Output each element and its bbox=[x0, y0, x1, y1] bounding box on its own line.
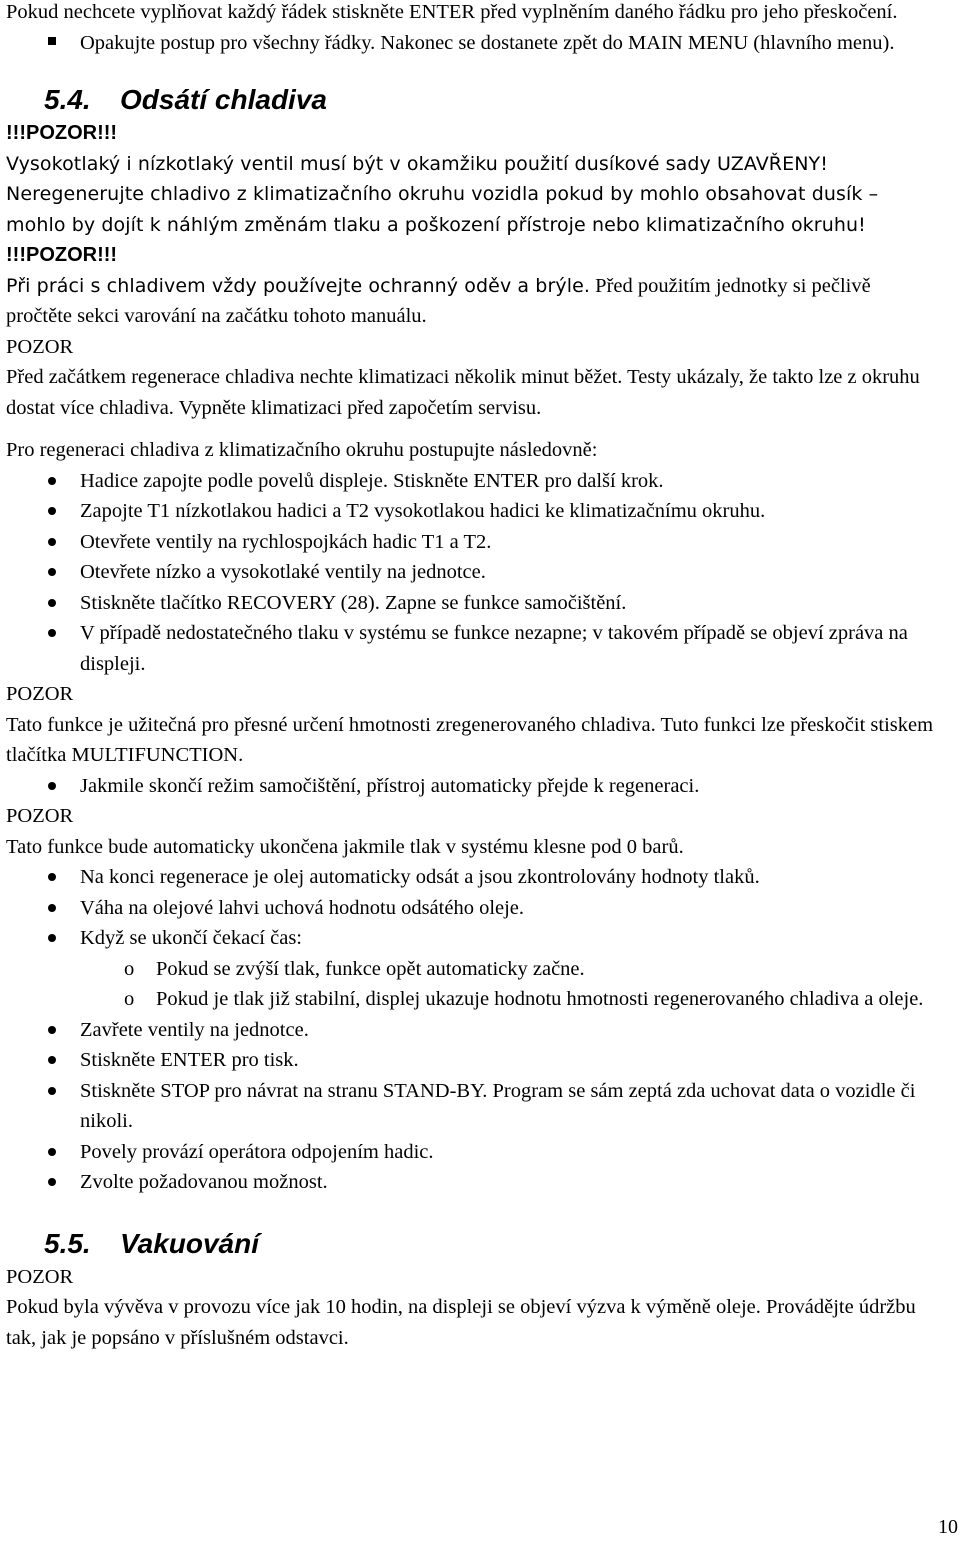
section-title: Vakuování bbox=[120, 1227, 260, 1259]
intro-list bbox=[6, 28, 940, 59]
steps-list-2 bbox=[6, 771, 940, 802]
section-title: Odsátí chladiva bbox=[120, 84, 327, 115]
list-item: Váha na olejové lahvi uchová hodnotu odsátého oleje. bbox=[6, 893, 940, 924]
list-item: Stiskněte STOP pro návrat na stranu STAND-BY. Program se sám zeptá zda uchovat data o vozidle či nikoli. bbox=[6, 1076, 940, 1137]
steps-list-3 bbox=[6, 862, 940, 954]
warning-text-part: Před použitím jednotky si pečlivě pročtěte sekci varování na začátku tohoto manuálu. bbox=[6, 274, 871, 327]
circle-bullet-icon: o bbox=[124, 957, 135, 980]
procedure-intro: Pro regeneraci chladiva z klimatizačního okruhu postupujte následovně: bbox=[6, 439, 598, 461]
substeps-list bbox=[6, 954, 940, 1015]
warning-label: !!!POZOR!!! bbox=[6, 244, 118, 266]
pozor-label: POZOR bbox=[6, 683, 74, 705]
list-item: Otevřete nízko a vysokotlaké ventily na jednotce. bbox=[6, 557, 940, 588]
pozor-text: Pokud byla vývěva v provozu více jak 10 hodin, na displeji se objeví výzva k výměně oleje. Provádějte údržbu tak, jak je popsáno v příslušném odstavci. bbox=[6, 1296, 916, 1349]
section-number: 5.4. bbox=[44, 84, 91, 115]
list-item: Zapojte T1 nízkotlakou hadici a T2 vysokotlakou hadici ke klimatizačnímu okruhu. bbox=[6, 496, 940, 527]
steps-list-1 bbox=[6, 466, 940, 680]
list-item: o Pokud je tlak již stabilní, displej ukazuje hodnotu hmotnosti regenerovaného chladiva a oleje. bbox=[6, 984, 940, 1015]
list-item: Opakujte postup pro všechny řádky. Nakonec se dostanete zpět do MAIN MENU (hlavního menu). bbox=[6, 28, 940, 59]
warning-text bbox=[6, 271, 940, 332]
warning-text: Vysokotlaký i nízkotlaký ventil musí být v okamžiku použití dusíkové sady UZAVŘENY! Neregenerujte chladivo z klimatizačního okruhu vozidla pokud by mohlo obsahovat dusík – mohlo by dojít k náhlým změnám tlaku a poškození přístroje nebo klimatizačního okruhu! bbox=[6, 152, 879, 236]
list-item: Otevřete ventily na rychlospojkách hadic T1 a T2. bbox=[6, 527, 940, 558]
list-item: Stiskněte ENTER pro tisk. bbox=[6, 1045, 940, 1076]
steps-list-4 bbox=[6, 1015, 940, 1198]
list-item: Stiskněte tlačítko RECOVERY (28). Zapne se funkce samočištění. bbox=[6, 588, 940, 619]
list-item: Když se ukončí čekací čas: bbox=[6, 923, 940, 954]
section-heading-5-4 bbox=[6, 82, 940, 118]
pozor-text: Před začátkem regenerace chladiva nechte klimatizaci několik minut běžet. Testy ukázaly, že takto lze z okruhu dostat více chladiva. Vypněte klimatizaci před započetím servisu. bbox=[6, 366, 920, 419]
circle-bullet-icon: o bbox=[124, 988, 135, 1010]
warning-text-part: Při práci s chladivem vždy používejte ochranný oděv a brýle. bbox=[6, 274, 591, 297]
list-item: Na konci regenerace je olej automaticky odsát a jsou zkontrolovány hodnoty tlaků. bbox=[6, 862, 940, 893]
pozor-label: POZOR bbox=[6, 805, 74, 827]
page-number: 10 bbox=[938, 1516, 958, 1538]
list-item: Zavřete ventily na jednotce. bbox=[6, 1015, 940, 1046]
pozor-text: Tato funkce je užitečná pro přesné určení hmotnosti zregenerovaného chladiva. Tuto funkci lze přeskočit stiskem tlačítka MULTIFUNCTION. bbox=[6, 713, 934, 766]
intro-paragraph: Pokud nechcete vyplňovat každý řádek stiskněte ENTER před vyplněním daného řádku pro jeho přeskočení. bbox=[6, 1, 898, 23]
section-number: 5.5. bbox=[44, 1227, 91, 1259]
list-item: o Pokud se zvýší tlak, funkce opět automaticky začne. bbox=[6, 954, 940, 985]
list-item: Povely provází operátora odpojením hadic. bbox=[6, 1137, 940, 1168]
list-item: Jakmile skončí režim samočištění, přístroj automaticky přejde k regeneraci. bbox=[6, 771, 940, 802]
section-heading-5-5 bbox=[6, 1226, 940, 1262]
pozor-label: POZOR bbox=[6, 1265, 74, 1288]
list-item: Zvolte požadovanou možnost. bbox=[6, 1167, 940, 1198]
list-item: V případě nedostatečného tlaku v systému se funkce nezapne; v takovém případě se objeví zpráva na displeji. bbox=[6, 618, 940, 679]
pozor-text: Tato funkce bude automaticky ukončena jakmile tlak v systému klesne pod 0 barů. bbox=[6, 835, 684, 858]
list-item: Hadice zapojte podle povelů displeje. Stiskněte ENTER pro další krok. bbox=[6, 466, 940, 497]
pozor-label: POZOR bbox=[6, 335, 74, 358]
warning-label: !!!POZOR!!! bbox=[6, 122, 118, 144]
